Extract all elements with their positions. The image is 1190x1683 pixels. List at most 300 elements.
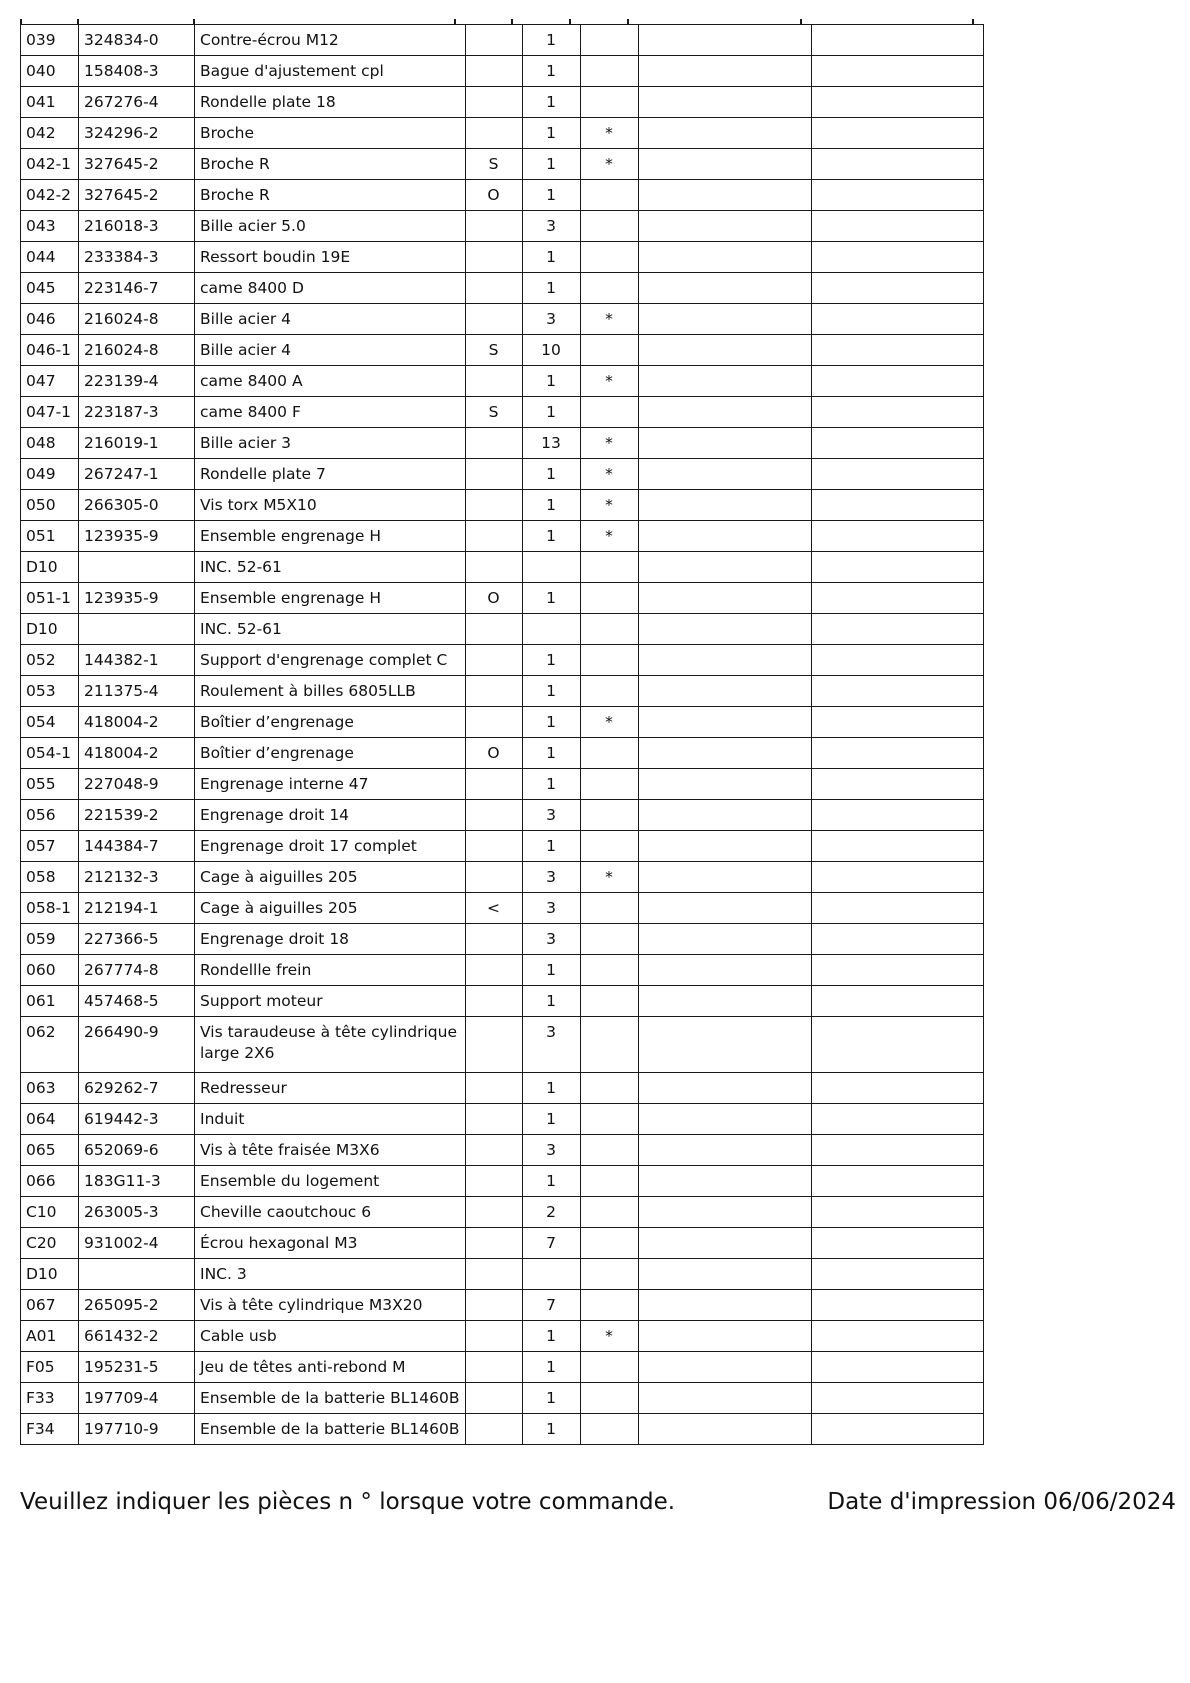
blank-cell <box>638 769 811 800</box>
description-cell: Vis à tête cylindrique M3X20 <box>195 1290 466 1321</box>
marker-cell <box>580 1017 638 1073</box>
item-number-cell: 051-1 <box>21 583 79 614</box>
quantity-cell: 1 <box>522 707 580 738</box>
quantity-cell: 1 <box>522 769 580 800</box>
variant-code-cell <box>465 924 522 955</box>
quantity-cell: 1 <box>522 676 580 707</box>
table-row <box>21 1259 984 1290</box>
blank-cell <box>638 1352 811 1383</box>
table-row <box>21 738 984 769</box>
table-row <box>21 521 984 552</box>
blank-cell <box>811 1321 983 1352</box>
description-cell: Ensemble de la batterie BL1460B <box>195 1383 466 1414</box>
variant-code-cell <box>465 118 522 149</box>
part-number-cell: 267247-1 <box>79 459 195 490</box>
variant-code-cell <box>465 1321 522 1352</box>
variant-code-cell <box>465 862 522 893</box>
quantity-cell: 1 <box>522 1352 580 1383</box>
blank-cell <box>811 490 983 521</box>
blank-cell <box>811 1228 983 1259</box>
variant-code-cell <box>465 1017 522 1073</box>
part-number-cell: 327645-2 <box>79 149 195 180</box>
parts-table <box>20 24 984 1445</box>
part-number-cell <box>79 552 195 583</box>
table-row <box>21 211 984 242</box>
quantity-cell: 7 <box>522 1290 580 1321</box>
blank-cell <box>638 87 811 118</box>
marker-cell <box>580 1352 638 1383</box>
marker-cell <box>580 986 638 1017</box>
description-cell: Écrou hexagonal M3 <box>195 1228 466 1259</box>
blank-cell <box>638 56 811 87</box>
marker-cell <box>580 676 638 707</box>
table-row <box>21 149 984 180</box>
blank-cell <box>811 1135 983 1166</box>
table-row <box>21 1383 984 1414</box>
part-number-cell: 223139-4 <box>79 366 195 397</box>
variant-code-cell <box>465 366 522 397</box>
item-number-cell: 047-1 <box>21 397 79 428</box>
variant-code-cell <box>465 1352 522 1383</box>
marker-cell <box>580 1135 638 1166</box>
marker-cell <box>580 738 638 769</box>
item-number-cell: 060 <box>21 955 79 986</box>
table-row <box>21 459 984 490</box>
variant-code-cell <box>465 428 522 459</box>
blank-cell <box>811 893 983 924</box>
variant-code-cell: S <box>465 149 522 180</box>
blank-cell <box>638 273 811 304</box>
variant-code-cell: S <box>465 335 522 366</box>
blank-cell <box>811 955 983 986</box>
table-row <box>21 986 984 1017</box>
quantity-cell: 3 <box>522 862 580 893</box>
blank-cell <box>638 366 811 397</box>
part-number-cell: 267276-4 <box>79 87 195 118</box>
item-number-cell: 052 <box>21 645 79 676</box>
description-cell: Cable usb <box>195 1321 466 1352</box>
blank-cell <box>811 459 983 490</box>
item-number-cell: 061 <box>21 986 79 1017</box>
blank-cell <box>638 459 811 490</box>
part-number-cell: 211375-4 <box>79 676 195 707</box>
blank-cell <box>638 707 811 738</box>
table-row <box>21 676 984 707</box>
blank-cell <box>638 1104 811 1135</box>
blank-cell <box>638 583 811 614</box>
blank-cell <box>638 180 811 211</box>
item-number-cell: D10 <box>21 1259 79 1290</box>
part-number-cell: 324296-2 <box>79 118 195 149</box>
marker-cell <box>580 180 638 211</box>
quantity-cell: 1 <box>522 118 580 149</box>
part-number-cell: 227048-9 <box>79 769 195 800</box>
item-number-cell: D10 <box>21 614 79 645</box>
part-number-cell: 265095-2 <box>79 1290 195 1321</box>
blank-cell <box>811 986 983 1017</box>
part-number-cell: 123935-9 <box>79 521 195 552</box>
part-number-cell: 216019-1 <box>79 428 195 459</box>
order-instruction-note: Veuillez indiquer les pièces n ° lorsque votre commande. <box>20 1489 676 1515</box>
blank-cell <box>811 428 983 459</box>
marker-cell <box>580 87 638 118</box>
table-row <box>21 707 984 738</box>
variant-code-cell <box>465 955 522 986</box>
description-cell: Cage à aiguilles 205 <box>195 862 466 893</box>
description-cell: Rondellle frein <box>195 955 466 986</box>
marker-cell: * <box>580 149 638 180</box>
blank-cell <box>811 366 983 397</box>
item-number-cell: 050 <box>21 490 79 521</box>
variant-code-cell <box>465 242 522 273</box>
item-number-cell: 044 <box>21 242 79 273</box>
variant-code-cell <box>465 1414 522 1445</box>
part-number-cell: 197709-4 <box>79 1383 195 1414</box>
blank-cell <box>638 1135 811 1166</box>
blank-cell <box>811 552 983 583</box>
blank-cell <box>811 273 983 304</box>
item-number-cell: 042 <box>21 118 79 149</box>
quantity-cell: 3 <box>522 211 580 242</box>
blank-cell <box>811 1352 983 1383</box>
item-number-cell: 047 <box>21 366 79 397</box>
variant-code-cell <box>465 1290 522 1321</box>
variant-code-cell <box>465 25 522 56</box>
quantity-cell: 1 <box>522 583 580 614</box>
variant-code-cell <box>465 1383 522 1414</box>
blank-cell <box>638 552 811 583</box>
description-cell: Support d'engrenage complet C <box>195 645 466 676</box>
quantity-cell: 7 <box>522 1228 580 1259</box>
description-cell: Induit <box>195 1104 466 1135</box>
part-number-cell: 216024-8 <box>79 304 195 335</box>
marker-cell: * <box>580 1321 638 1352</box>
item-number-cell: 048 <box>21 428 79 459</box>
marker-cell: * <box>580 490 638 521</box>
blank-cell <box>811 304 983 335</box>
description-cell: Broche <box>195 118 466 149</box>
item-number-cell: 067 <box>21 1290 79 1321</box>
table-row <box>21 1321 984 1352</box>
blank-cell <box>811 180 983 211</box>
table-row <box>21 1135 984 1166</box>
item-number-cell: A01 <box>21 1321 79 1352</box>
item-number-cell: 049 <box>21 459 79 490</box>
marker-cell: * <box>580 304 638 335</box>
description-cell: Engrenage interne 47 <box>195 769 466 800</box>
marker-cell: * <box>580 862 638 893</box>
variant-code-cell <box>465 769 522 800</box>
blank-cell <box>811 1166 983 1197</box>
description-cell: Ensemble engrenage H <box>195 521 466 552</box>
quantity-cell: 1 <box>522 366 580 397</box>
part-number-cell: 233384-3 <box>79 242 195 273</box>
blank-cell <box>811 1383 983 1414</box>
description-cell: Roulement à billes 6805LLB <box>195 676 466 707</box>
variant-code-cell <box>465 707 522 738</box>
part-number-cell: 216018-3 <box>79 211 195 242</box>
blank-cell <box>638 738 811 769</box>
table-row <box>21 180 984 211</box>
item-number-cell: F33 <box>21 1383 79 1414</box>
table-row <box>21 242 984 273</box>
part-number-cell: 144382-1 <box>79 645 195 676</box>
marker-cell <box>580 800 638 831</box>
quantity-cell: 1 <box>522 1166 580 1197</box>
blank-cell <box>811 211 983 242</box>
marker-cell <box>580 242 638 273</box>
part-number-cell: 216024-8 <box>79 335 195 366</box>
marker-cell <box>580 1414 638 1445</box>
quantity-cell: 3 <box>522 1017 580 1073</box>
blank-cell <box>638 1290 811 1321</box>
blank-cell <box>811 738 983 769</box>
part-number-cell: 266305-0 <box>79 490 195 521</box>
blank-cell <box>638 1259 811 1290</box>
blank-cell <box>638 521 811 552</box>
blank-cell <box>638 676 811 707</box>
item-number-cell: 058 <box>21 862 79 893</box>
part-number-cell: 661432-2 <box>79 1321 195 1352</box>
description-cell: Vis taraudeuse à tête cylindrique large 2X6 <box>195 1017 466 1073</box>
marker-cell <box>580 769 638 800</box>
blank-cell <box>811 676 983 707</box>
marker-cell <box>580 614 638 645</box>
part-number-cell: 263005-3 <box>79 1197 195 1228</box>
part-number-cell: 629262-7 <box>79 1073 195 1104</box>
item-number-cell: C10 <box>21 1197 79 1228</box>
blank-cell <box>811 242 983 273</box>
variant-code-cell <box>465 676 522 707</box>
quantity-cell: 1 <box>522 149 580 180</box>
blank-cell <box>638 831 811 862</box>
blank-cell <box>811 769 983 800</box>
blank-cell <box>811 149 983 180</box>
variant-code-cell: O <box>465 180 522 211</box>
blank-cell <box>638 1228 811 1259</box>
marker-cell <box>580 893 638 924</box>
item-number-cell: 065 <box>21 1135 79 1166</box>
item-number-cell: C20 <box>21 1228 79 1259</box>
description-cell: Bille acier 4 <box>195 304 466 335</box>
item-number-cell: 040 <box>21 56 79 87</box>
marker-cell: * <box>580 521 638 552</box>
quantity-cell: 1 <box>522 986 580 1017</box>
description-cell: Bille acier 4 <box>195 335 466 366</box>
blank-cell <box>811 800 983 831</box>
blank-cell <box>638 118 811 149</box>
item-number-cell: 063 <box>21 1073 79 1104</box>
item-number-cell: 058-1 <box>21 893 79 924</box>
description-cell: Ensemble engrenage H <box>195 583 466 614</box>
marker-cell: * <box>580 707 638 738</box>
quantity-cell: 13 <box>522 428 580 459</box>
variant-code-cell: < <box>465 893 522 924</box>
blank-cell <box>638 800 811 831</box>
description-cell: Vis torx M5X10 <box>195 490 466 521</box>
table-row <box>21 1166 984 1197</box>
marker-cell <box>580 1073 638 1104</box>
table-row <box>21 955 984 986</box>
table-row <box>21 614 984 645</box>
marker-cell <box>580 25 638 56</box>
description-cell: Rondelle plate 18 <box>195 87 466 118</box>
quantity-cell: 1 <box>522 242 580 273</box>
quantity-cell: 10 <box>522 335 580 366</box>
part-number-cell: 144384-7 <box>79 831 195 862</box>
table-row <box>21 1352 984 1383</box>
variant-code-cell <box>465 1259 522 1290</box>
part-number-cell: 195231-5 <box>79 1352 195 1383</box>
marker-cell <box>580 1104 638 1135</box>
blank-cell <box>638 986 811 1017</box>
quantity-cell: 3 <box>522 924 580 955</box>
part-number-cell: 123935-9 <box>79 583 195 614</box>
marker-cell <box>580 955 638 986</box>
marker-cell <box>580 1383 638 1414</box>
blank-cell <box>811 583 983 614</box>
description-cell: Broche R <box>195 180 466 211</box>
blank-cell <box>811 1017 983 1073</box>
quantity-cell: 1 <box>522 1321 580 1352</box>
marker-cell <box>580 335 638 366</box>
description-cell: came 8400 A <box>195 366 466 397</box>
table-row <box>21 87 984 118</box>
description-cell: Ensemble du logement <box>195 1166 466 1197</box>
part-number-cell: 227366-5 <box>79 924 195 955</box>
description-cell: Jeu de têtes anti-rebond M <box>195 1352 466 1383</box>
variant-code-cell <box>465 552 522 583</box>
part-number-cell: 652069-6 <box>79 1135 195 1166</box>
description-cell: Cheville caoutchouc 6 <box>195 1197 466 1228</box>
print-date: Date d'impression 06/06/2024 <box>827 1489 1176 1515</box>
quantity-cell: 1 <box>522 459 580 490</box>
table-row <box>21 831 984 862</box>
blank-cell <box>638 1383 811 1414</box>
item-number-cell: 045 <box>21 273 79 304</box>
part-number-cell: 183G11-3 <box>79 1166 195 1197</box>
table-row <box>21 1073 984 1104</box>
table-row <box>21 800 984 831</box>
item-number-cell: 042-2 <box>21 180 79 211</box>
blank-cell <box>811 397 983 428</box>
quantity-cell: 1 <box>522 397 580 428</box>
table-row <box>21 583 984 614</box>
blank-cell <box>638 242 811 273</box>
item-number-cell: F05 <box>21 1352 79 1383</box>
part-number-cell: 457468-5 <box>79 986 195 1017</box>
description-cell: INC. 52-61 <box>195 552 466 583</box>
marker-cell <box>580 831 638 862</box>
table-row <box>21 552 984 583</box>
description-cell: Engrenage droit 18 <box>195 924 466 955</box>
blank-cell <box>638 490 811 521</box>
blank-cell <box>638 862 811 893</box>
part-number-cell <box>79 1259 195 1290</box>
quantity-cell: 1 <box>522 25 580 56</box>
blank-cell <box>638 955 811 986</box>
table-row <box>21 1290 984 1321</box>
table-row <box>21 645 984 676</box>
part-number-cell: 327645-2 <box>79 180 195 211</box>
item-number-cell: 054 <box>21 707 79 738</box>
variant-code-cell <box>465 986 522 1017</box>
quantity-cell: 3 <box>522 893 580 924</box>
table-row <box>21 273 984 304</box>
blank-cell <box>638 211 811 242</box>
blank-cell <box>811 335 983 366</box>
description-cell: Broche R <box>195 149 466 180</box>
blank-cell <box>811 118 983 149</box>
quantity-cell: 1 <box>522 1073 580 1104</box>
blank-cell <box>811 645 983 676</box>
blank-cell <box>811 1104 983 1135</box>
part-number-cell: 221539-2 <box>79 800 195 831</box>
variant-code-cell: O <box>465 738 522 769</box>
part-number-cell: 931002-4 <box>79 1228 195 1259</box>
table-row <box>21 862 984 893</box>
variant-code-cell <box>465 459 522 490</box>
variant-code-cell <box>465 1197 522 1228</box>
item-number-cell: 041 <box>21 87 79 118</box>
quantity-cell: 1 <box>522 1383 580 1414</box>
item-number-cell: F34 <box>21 1414 79 1445</box>
marker-cell <box>580 1259 638 1290</box>
description-cell: Redresseur <box>195 1073 466 1104</box>
blank-cell <box>811 707 983 738</box>
blank-cell <box>638 25 811 56</box>
marker-cell <box>580 583 638 614</box>
table-row <box>21 490 984 521</box>
description-cell: Contre-écrou M12 <box>195 25 466 56</box>
blank-cell <box>638 397 811 428</box>
table-row <box>21 366 984 397</box>
item-number-cell: 051 <box>21 521 79 552</box>
variant-code-cell <box>465 831 522 862</box>
blank-cell <box>811 25 983 56</box>
blank-cell <box>638 645 811 676</box>
description-cell: came 8400 F <box>195 397 466 428</box>
quantity-cell: 1 <box>522 490 580 521</box>
marker-cell <box>580 1197 638 1228</box>
part-number-cell: 619442-3 <box>79 1104 195 1135</box>
description-cell: Boîtier d’engrenage <box>195 738 466 769</box>
part-number-cell: 418004-2 <box>79 707 195 738</box>
table-row <box>21 25 984 56</box>
blank-cell <box>638 149 811 180</box>
variant-code-cell <box>465 1073 522 1104</box>
description-cell: Ensemble de la batterie BL1460B <box>195 1414 466 1445</box>
description-cell: Support moteur <box>195 986 466 1017</box>
item-number-cell: 066 <box>21 1166 79 1197</box>
table-row <box>21 1017 984 1073</box>
description-cell: INC. 3 <box>195 1259 466 1290</box>
blank-cell <box>811 1290 983 1321</box>
blank-cell <box>811 1414 983 1445</box>
blank-cell <box>638 1414 811 1445</box>
table-row <box>21 769 984 800</box>
table-row <box>21 1104 984 1135</box>
part-number-cell <box>79 614 195 645</box>
description-cell: Cage à aiguilles 205 <box>195 893 466 924</box>
marker-cell: * <box>580 428 638 459</box>
variant-code-cell <box>465 614 522 645</box>
item-number-cell: 039 <box>21 25 79 56</box>
blank-cell <box>811 521 983 552</box>
marker-cell <box>580 552 638 583</box>
blank-cell <box>811 862 983 893</box>
blank-cell <box>638 335 811 366</box>
